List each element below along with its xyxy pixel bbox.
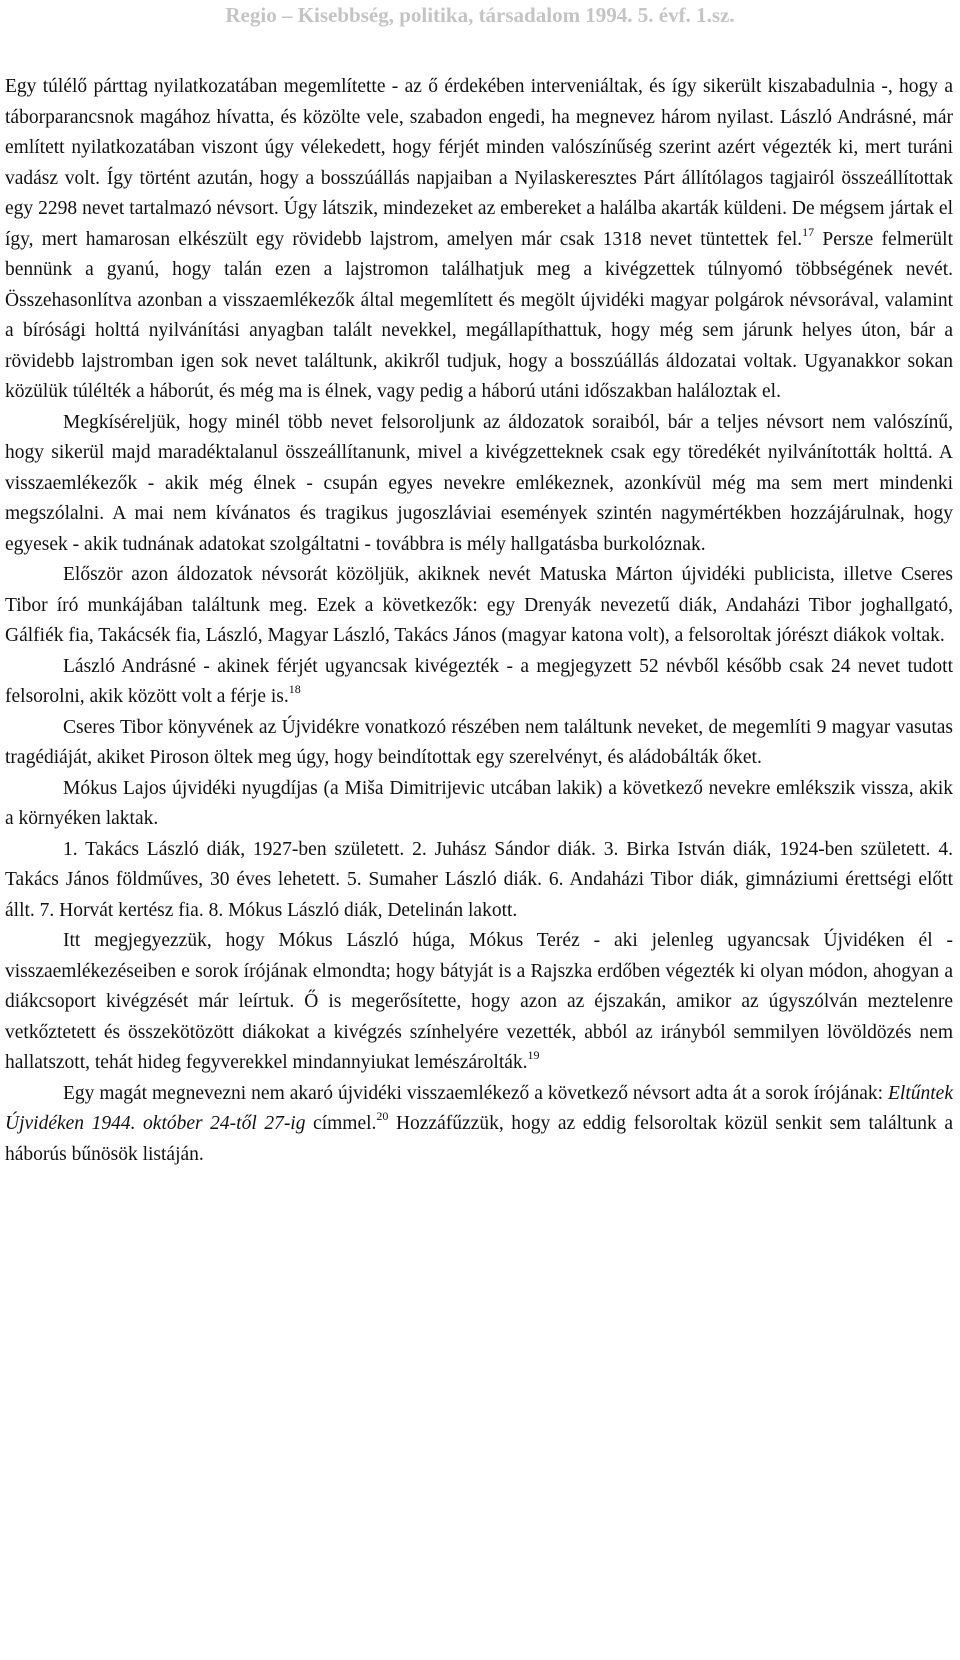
paragraph-9-text-c: Hozzáfűzzük, hogy az eddig felsoroltak közül senkit sem találtunk a háborús bűnösök listáján. xyxy=(5,1113,953,1165)
paragraph-7-name-list: 1. Takács László diák, 1927-ben született. 2. Juhász Sándor diák. 3. Birka István diák, 1924-ben született. 4. Takács János földműves, 30 éves lehetett. 5. Sumaher László diák. 6. Andaházi Tibor diák, gimnáziumi érettségi előtt állt. 7. Horvát kertész fia. 8. Mókus László diák, Detelinán lakott. xyxy=(5,838,953,921)
paragraph-9-text-a: Egy magát megnevezni nem akaró újvidéki visszaemlékező a következő névsort adta át a sorok írójának: xyxy=(63,1082,889,1104)
paragraph-1-text-a: Egy túlélő párttag nyilatkozatában megemlítette - az ő érdekében interveniáltak, és így sikerült kiszabadulnia -, hogy a táborparancsnok magához hívatta, és közölte vele, szabadon engedi, ha megnevez három nyilast. László Andrásné, már említett nyilatkozatában viszont úgy vélekedett, hogy férjét minden valószínűség szerint azért végezték ki, mert turáni vadász volt. Így történt azután, hogy a bosszúállás napjaiban a Nyilaskeresztes Párt állítólagos tagjairól összeállítottak egy 2298 nevet tartalmazó névsort. Úgy látszik, mindezeket az embereket a halálba akarták küldeni. De mégsem jártak el így, mert hamarosan elkészült egy rövidebb lajstrom, amelyen már csak 1318 nevet tüntettek fel. xyxy=(5,76,953,250)
running-header: Regio – Kisebbség, politika, társadalom 1994. 5. évf. 1.sz. xyxy=(225,3,735,27)
paragraph-9-text-b: címmel. xyxy=(305,1113,377,1134)
paragraph-1 xyxy=(5,72,953,408)
body-text xyxy=(5,72,953,1170)
footnote-ref-18: 18 xyxy=(288,682,301,696)
list-title-italic: Eltűntek Újvidéken 1944. október 24-től 27-ig xyxy=(5,1082,953,1134)
footnote-ref-19: 19 xyxy=(527,1048,540,1062)
paragraph-8-text: Itt megjegyezzük, hogy Mókus László húga, Mókus Teréz - aki jelenleg ugyancsak Újvidéken él - visszaemlékezéseiben e sorok írójának elmondta; hogy bátyját is a Rajszka erdőben végezték ki olyan módon, ahogyan a diákcsoport kivégzését már leírtuk. Ő is megerősítette, hogy azon az éjszakán, amikor az úgyszólván meztelenre vetkőztetett és összekötözött diákokat a kivégzés színhelyére vezették, abból az irányból semmilyen lövöldözés nem hallatszott, tehát hideg fegyverekkel mindannyiukat lemészárolták. xyxy=(5,930,953,1073)
paragraph-3: Először azon áldozatok névsorát közöljük, akiknek nevét Matuska Márton újvidéki publicista, illetve Cseres Tibor író munkájában találtunk meg. Ezek a következők: egy Drenyák nevezetű diák, Andaházi Tibor joghallgató, Gálfiék fia, Takácsék fia, László, Magyar László, Takács János (magyar katona volt), a felsoroltak jórészt diákok voltak. xyxy=(5,564,953,646)
paragraph-5: Cseres Tibor könyvének az Újvidékre vonatkozó részében nem találtunk neveket, de megemlíti 9 magyar vasutas tragédiáját, akiket Piroson öltek meg úgy, hogy beindítottak egy szerelvényt, és aládobálták őket. xyxy=(5,716,953,768)
paragraph-2: Megkíséreljük, hogy minél több nevet felsoroljunk az áldozatok soraiból, bár a teljes névsort nem valószínű, hogy sikerül majd maradéktalanul összeállítanunk, mivel a kivégzetteknek csak egy töredékét nyilvánították holttá. A visszaemlékezők - akik még élnek - csupán egyes nevekre emlékeznek, azonkívül még ma sem mert mindenki megszólalni. A mai nem kívánatos és tragikus jugoszláviai események szintén nagymértékben hozzájárulnak, hogy egyesek - akik tudnának adatokat szolgáltatni - továbbra is mély hallgatásba burkolóznak. xyxy=(5,411,953,555)
paragraph-8 xyxy=(5,926,953,1079)
paragraph-9 xyxy=(5,1079,953,1171)
paragraph-1-text-b: Persze felmerült bennünk a gyanú, hogy talán ezen a lajstromon találhatjuk meg a kivégzettek túlnyomó többségének nevét. Összehasonlítva azonban a visszaemlékezők által megemlített és megölt újvidéki magyar polgárok névsorával, valamint a bírósági holttá nyilvánítási anyagban talált nevekkel, megállapíthattuk, hogy még sem járunk helyes úton, bár a rövidebb lajstromban igen sok nevet találtunk, akikről tudjuk, hogy a bosszúállás áldozatai voltak. Ugyanakkor sokan közülük túlélték a háborút, és még ma is élnek, vagy pedig a háború utáni időszakban haláloztak el. xyxy=(5,228,953,402)
footnote-ref-20: 20 xyxy=(376,1109,389,1123)
paragraph-6: Mókus Lajos újvidéki nyugdíjas (a Miša Dimitrijevic utcában lakik) a következő nevekre emlékszik vissza, akik a környéken laktak. xyxy=(5,777,953,829)
paragraph-4-text: László Andrásné - akinek férjét ugyancsak kivégezték - a megjegyzett 52 névből később csak 24 nevet tudott felsorolni, akik között volt a férje is. xyxy=(5,655,953,707)
paragraph-4 xyxy=(5,652,953,713)
footnote-ref-17: 17 xyxy=(802,224,815,239)
